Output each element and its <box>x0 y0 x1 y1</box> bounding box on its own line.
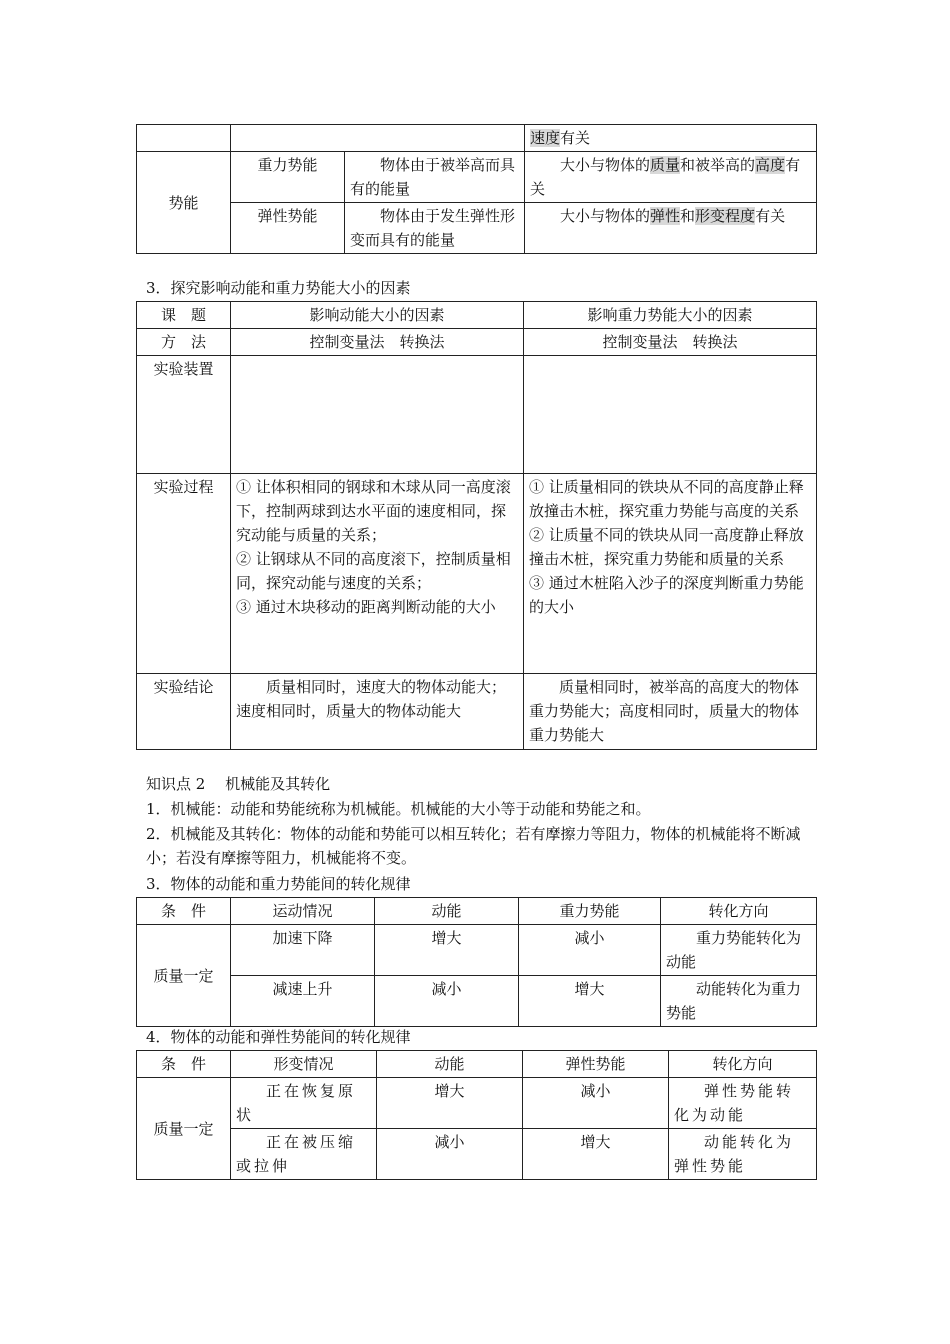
highlight-speed: 速度 <box>530 129 561 147</box>
elastic-pe-cell: 减小 <box>523 1078 669 1129</box>
direction-cell: 动能转化为弹性势能 <box>669 1129 817 1180</box>
condition-mass-constant: 质量一定 <box>137 1078 231 1180</box>
process-potential-step-3: ③ 通过木桩陷入沙子的深度判断重力势能的大小 <box>529 574 804 616</box>
kp2-paragraph-4: 4．物体的动能和弹性势能间的转化规律 <box>146 1028 411 1046</box>
header-kinetic: 动能 <box>377 1051 523 1078</box>
condition-mass-constant: 质量一定 <box>137 925 231 1027</box>
gravitational-pe-name: 重力势能 <box>231 152 345 203</box>
highlight-mass: 质量 <box>650 156 681 174</box>
gravity-pe-cell: 增大 <box>519 976 661 1027</box>
conclusion-potential: 质量相同时，被举高的高度大的物体重力势能大；高度相同时，质量大的物体重力势能大 <box>524 674 817 750</box>
kinetic-cell: 增大 <box>377 1078 523 1129</box>
kinetic-cell: 减小 <box>375 976 519 1027</box>
elastic-pe-factors: 大小与物体的弹性和形变程度有关 <box>525 203 817 254</box>
elastic-pe-name: 弹性势能 <box>231 203 345 254</box>
header-condition: 条 件 <box>137 1051 231 1078</box>
gravitational-pe-definition: 物体由于被举高而具有的能量 <box>345 152 525 203</box>
empty-cell <box>137 125 231 152</box>
kp2-title: 知识点 2 机械能及其转化 <box>146 775 331 793</box>
elastic-pe-cell: 增大 <box>523 1129 669 1180</box>
direction-cell: 动能转化为重力势能 <box>661 976 817 1027</box>
process-label: 实验过程 <box>137 474 231 674</box>
header-gravity-pe: 重力势能 <box>519 898 661 925</box>
energy-table <box>136 124 817 254</box>
elastic-conversion-table <box>136 1050 817 1180</box>
header-direction: 转化方向 <box>661 898 817 925</box>
method-label: 方 法 <box>137 329 231 356</box>
section3-title: 3．探究影响动能和重力势能大小的因素 <box>146 279 411 297</box>
header-condition: 条 件 <box>137 898 231 925</box>
highlight-elasticity: 弹性 <box>650 207 681 225</box>
method-potential: 控制变量法 转换法 <box>524 329 817 356</box>
potential-energy-label: 势能 <box>137 152 231 254</box>
conclusion-label: 实验结论 <box>137 674 231 750</box>
apparatus-kinetic <box>231 356 524 474</box>
motion-cell: 减速上升 <box>231 976 375 1027</box>
gravity-pe-cell: 减小 <box>519 925 661 976</box>
process-kinetic-step-1: ① 让体积相同的钢球和木球从同一高度滚下，控制两球到达水平面的速度相同，探究动能与质量的关系； <box>236 478 511 544</box>
deformation-cell: 正在恢复原状 <box>231 1078 377 1129</box>
kp2-paragraph-1: 1．机械能：动能和势能统称为机械能。机械能的大小等于动能和势能之和。 <box>146 800 651 818</box>
header-motion: 运动情况 <box>231 898 375 925</box>
header-direction: 转化方向 <box>669 1051 817 1078</box>
gravitational-pe-factors: 大小与物体的质量和被举高的高度有关 <box>525 152 817 203</box>
direction-cell: 弹性势能转化为动能 <box>669 1078 817 1129</box>
empty-cell <box>231 125 525 152</box>
gravity-conversion-table <box>136 897 817 1027</box>
process-kinetic-step-3: ③ 通过木块移动的距离判断动能的大小 <box>236 598 496 616</box>
elastic-pe-definition: 物体由于发生弹性形变而具有的能量 <box>345 203 525 254</box>
header-potential: 影响重力势能大小的因素 <box>524 302 817 329</box>
highlight-deformation: 形变程度 <box>695 207 756 225</box>
process-potential-step-1: ① 让质量相同的铁块从不同的高度静止释放撞击木桩，探究重力势能与高度的关系 <box>529 478 804 520</box>
direction-cell: 重力势能转化为动能 <box>661 925 817 976</box>
process-kinetic <box>231 474 524 674</box>
header-kinetic: 影响动能大小的因素 <box>231 302 524 329</box>
cell-speed-related: 速度有关 <box>525 125 817 152</box>
deformation-cell: 正在被压缩或拉伸 <box>231 1129 377 1180</box>
conclusion-kinetic: 质量相同时，速度大的物体动能大；速度相同时，质量大的物体动能大 <box>231 674 524 750</box>
process-potential <box>524 474 817 674</box>
header-topic: 课 题 <box>137 302 231 329</box>
kp2-paragraph-3: 3．物体的动能和重力势能间的转化规律 <box>146 875 411 893</box>
process-potential-step-2: ② 让质量不同的铁块从同一高度静止释放撞击木桩，探究重力势能和质量的关系 <box>529 526 804 568</box>
kinetic-cell: 增大 <box>375 925 519 976</box>
apparatus-potential <box>524 356 817 474</box>
apparatus-label: 实验装置 <box>137 356 231 474</box>
highlight-height: 高度 <box>755 156 786 174</box>
header-deformation: 形变情况 <box>231 1051 377 1078</box>
kinetic-cell: 减小 <box>377 1129 523 1180</box>
process-kinetic-step-2: ② 让钢球从不同的高度滚下，控制质量相同，探究动能与速度的关系； <box>236 550 511 592</box>
header-kinetic: 动能 <box>375 898 519 925</box>
kp2-paragraph-2: 2．机械能及其转化：物体的动能和势能可以相互转化；若有摩擦力等阻力，物体的机械能将不断减小；若没有摩擦等阻力，机械能将不变。 <box>146 825 801 867</box>
motion-cell: 加速下降 <box>231 925 375 976</box>
method-kinetic: 控制变量法 转换法 <box>231 329 524 356</box>
experiment-table <box>136 301 817 750</box>
header-elastic-pe: 弹性势能 <box>523 1051 669 1078</box>
